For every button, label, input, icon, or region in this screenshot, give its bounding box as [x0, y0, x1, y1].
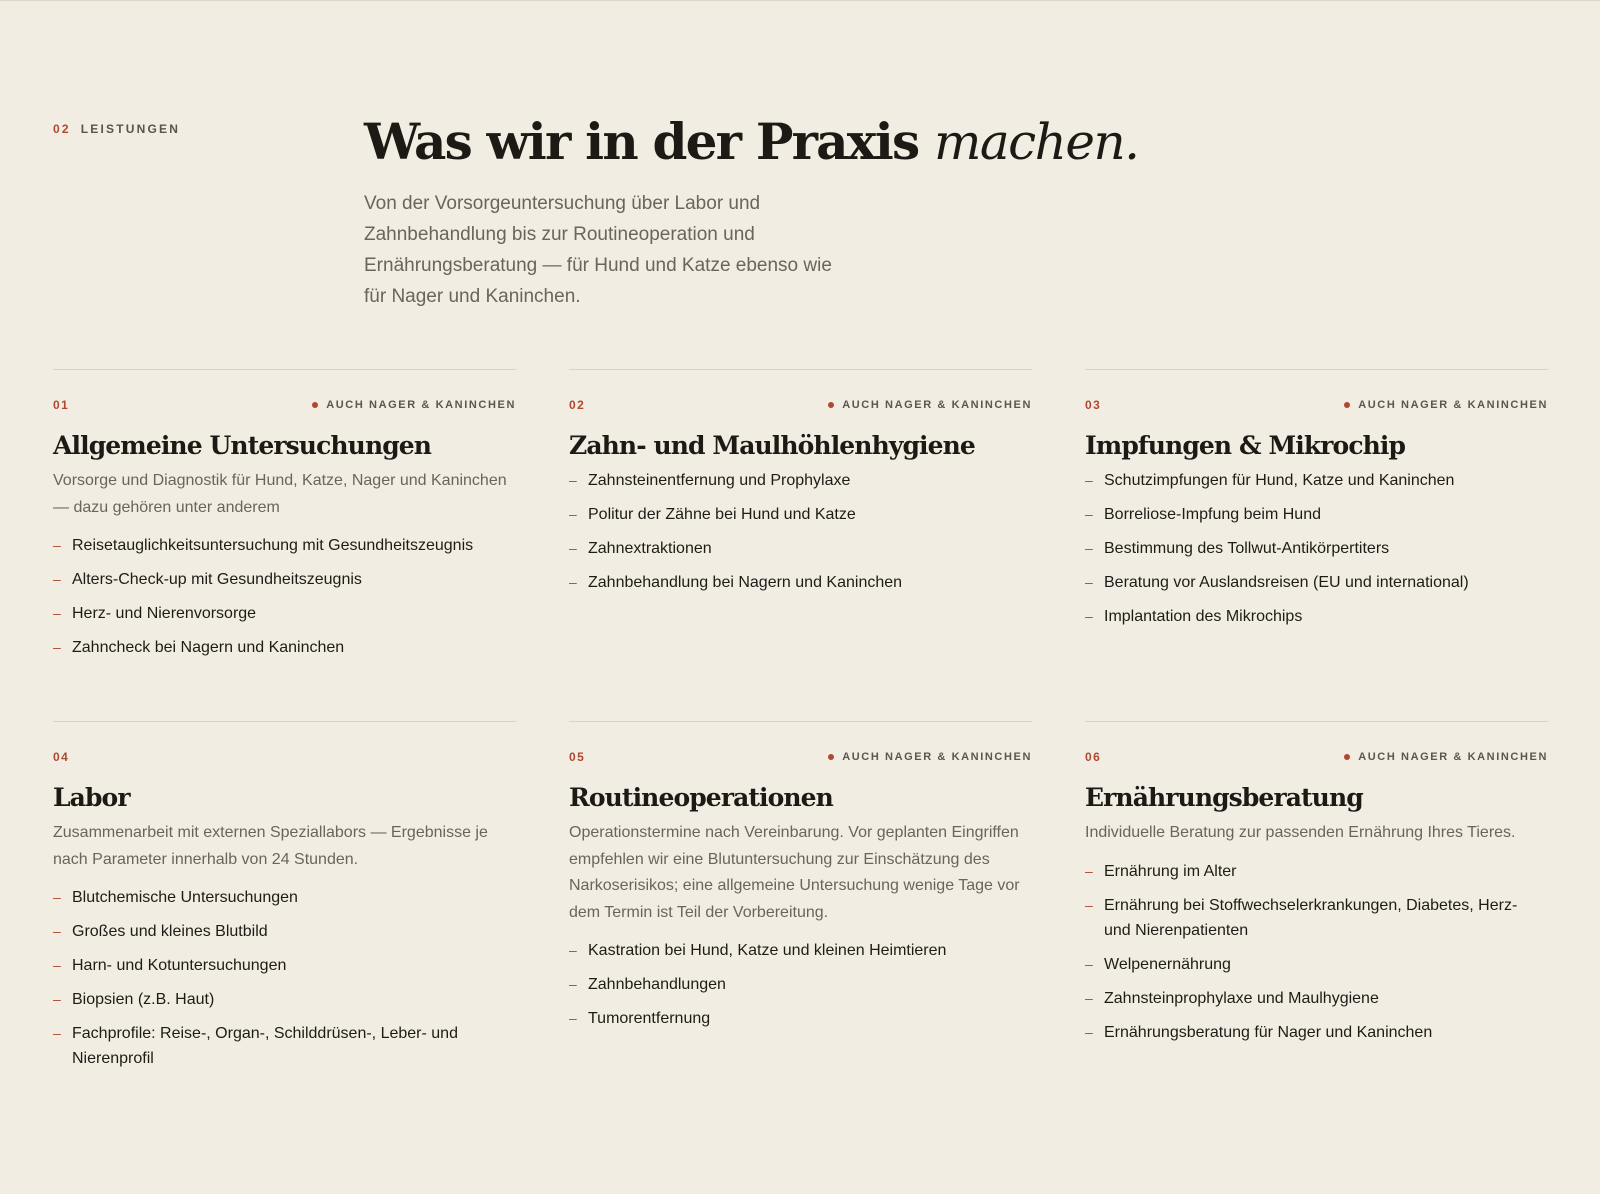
badge-dot-icon	[828, 402, 834, 408]
dash-bullet-icon: –	[569, 506, 577, 522]
card-description: Operationstermine nach Vereinbarung. Vor geplanten Eingriffen empfehlen wir eine Blutuntersuchung zur Einschätzung des Narkoserisikos; eine allgemeine Untersuchung wenige Tage vor dem Termin ist Teil der Vorbereitung.	[569, 824, 1020, 921]
list-item	[53, 601, 516, 626]
card-description: Individuelle Beratung zur passenden Ernährung Ihres Tieres.	[1085, 824, 1516, 841]
list-item	[569, 468, 1032, 493]
list-item	[1085, 604, 1548, 629]
card-title: Impfungen & Mikrochip	[1085, 431, 1406, 460]
dash-bullet-icon: –	[1085, 540, 1093, 556]
list-item	[1085, 986, 1548, 1011]
list-item	[569, 972, 1032, 997]
list-item	[53, 1021, 516, 1071]
card-list	[53, 885, 516, 1071]
list-item	[569, 938, 1032, 963]
badge-dot-icon	[1344, 402, 1350, 408]
card-header	[53, 750, 516, 764]
dash-bullet-icon: –	[1085, 1023, 1093, 1040]
card-title: Ernährungsberatung	[1085, 783, 1363, 812]
list-item-text: Biopsien (z.B. Haut)	[72, 991, 215, 1008]
card-description: Zusammenarbeit mit externen Speziallabors — Ergebnisse je nach Parameter innerhalb von 24 Stunden.	[53, 824, 488, 868]
list-item-text: Alters-Check-up mit Gesundheitszeugnis	[72, 571, 362, 588]
list-item	[53, 987, 516, 1012]
dash-bullet-icon: –	[569, 540, 577, 556]
list-item-text: Zahnbehandlung bei Nagern und Kaninchen	[588, 574, 903, 591]
card-number: 01	[53, 398, 70, 412]
card-list	[569, 938, 1032, 1031]
service-card-02	[569, 369, 1032, 721]
list-item-text: Ernährung bei Stoffwechselerkrankungen, Diabetes, Herz- und Nierenpatienten	[1104, 896, 1518, 939]
list-item	[1085, 536, 1548, 561]
list-item-text: Ernährung im Alter	[1104, 862, 1237, 880]
badge-label: AUCH NAGER & KANINCHEN	[326, 399, 516, 411]
list-item-text: Zahnextraktionen	[588, 540, 712, 557]
list-item	[569, 1006, 1032, 1031]
species-badge	[1344, 751, 1548, 763]
card-number: 04	[53, 750, 70, 764]
list-item-text: Ernährungsberatung für Nager und Kaninchen	[1104, 1023, 1433, 1041]
list-item	[569, 502, 1032, 527]
dash-bullet-icon: –	[53, 991, 61, 1007]
dash-bullet-icon: –	[569, 942, 577, 958]
dash-bullet-icon: –	[569, 1010, 577, 1026]
list-item-text: Bestimmung des Tollwut-Antikörpertiters	[1104, 540, 1390, 557]
page-title-emphasis: machen.	[933, 113, 1139, 171]
card-title: Allgemeine Untersuchungen	[53, 431, 432, 460]
dash-bullet-icon: –	[569, 472, 577, 488]
species-badge	[828, 399, 1032, 411]
dash-bullet-icon: –	[53, 889, 61, 905]
card-title: Labor	[53, 783, 130, 812]
card-number: 05	[569, 750, 586, 764]
species-badge	[1344, 399, 1548, 411]
list-item	[569, 536, 1032, 561]
dash-bullet-icon: –	[53, 639, 61, 655]
intro-text: Von der Vorsorgeuntersuchung über Labor und Zahnbehandlung bis zur Routineoperation und Ernährungsberatung — für Hund und Katze ebenso wie für Nager und Kaninchen.	[364, 193, 832, 307]
list-item-text: Tumorentfernung	[588, 1010, 711, 1027]
dash-bullet-icon: –	[53, 571, 61, 587]
list-item-text: Harn- und Kotuntersuchungen	[72, 957, 287, 974]
list-item-text: Großes und kleines Blutbild	[72, 923, 268, 940]
card-number: 03	[1085, 398, 1102, 412]
dash-bullet-icon: –	[53, 537, 61, 553]
card-header	[1085, 398, 1548, 412]
list-item	[1085, 570, 1548, 595]
dash-bullet-icon: –	[569, 976, 577, 992]
list-item-text: Borreliose-Impfung beim Hund	[1104, 506, 1321, 523]
dash-bullet-icon: –	[53, 605, 61, 621]
species-badge	[312, 399, 516, 411]
list-item-text: Zahncheck bei Nagern und Kaninchen	[72, 639, 345, 656]
dash-bullet-icon: –	[1085, 862, 1093, 879]
list-item-text: Herz- und Nierenvorsorge	[72, 605, 257, 622]
list-item	[1085, 1020, 1548, 1045]
badge-dot-icon	[312, 402, 318, 408]
list-item-text: Implantation des Mikrochips	[1104, 608, 1303, 625]
dash-bullet-icon: –	[53, 957, 61, 973]
card-number: 06	[1085, 750, 1102, 764]
section-number: 02	[53, 122, 71, 136]
list-item-text: Politur der Zähne bei Hund und Katze	[588, 506, 856, 523]
dash-bullet-icon: –	[1085, 472, 1093, 488]
list-item	[1085, 859, 1548, 884]
card-header	[569, 398, 1032, 412]
card-description: Vorsorge und Diagnostik für Hund, Katze, Nager und Kaninchen — dazu gehören unter anderem	[53, 472, 507, 516]
species-badge	[828, 751, 1032, 763]
list-item	[53, 567, 516, 592]
list-item-text: Zahnsteinentfernung und Prophylaxe	[588, 472, 851, 489]
list-item-text: Beratung vor Auslandsreisen (EU und international)	[1104, 574, 1469, 591]
list-item	[569, 570, 1032, 595]
dash-bullet-icon: –	[1085, 955, 1093, 972]
list-item-text: Zahnsteinprophylaxe und Maulhygiene	[1104, 989, 1379, 1007]
list-item	[1085, 502, 1548, 527]
dash-bullet-icon: –	[1085, 506, 1093, 522]
list-item-text: Schutzimpfungen für Hund, Katze und Kaninchen	[1104, 472, 1455, 489]
service-card-05	[569, 721, 1032, 1073]
list-item	[1085, 468, 1548, 493]
list-item	[1085, 893, 1548, 943]
card-header	[569, 750, 1032, 764]
list-item-text: Welpenernährung	[1104, 955, 1231, 973]
card-title: Zahn- und Maulhöhlenhygiene	[569, 431, 975, 460]
service-card-03	[1085, 369, 1548, 721]
badge-dot-icon	[828, 754, 834, 760]
dash-bullet-icon: –	[53, 923, 61, 939]
page-title-main: Was wir in der Praxis	[364, 112, 919, 171]
list-item	[53, 953, 516, 978]
list-item	[53, 635, 516, 660]
top-divider	[0, 0, 1600, 1]
list-item	[53, 533, 516, 558]
card-header	[53, 398, 516, 412]
list-item-text: Blutchemische Untersuchungen	[72, 889, 298, 906]
card-header	[1085, 750, 1548, 764]
dash-bullet-icon: –	[569, 574, 577, 590]
service-card-01	[53, 369, 516, 721]
card-title: Routineoperationen	[569, 783, 833, 812]
services-grid	[53, 369, 1548, 1073]
section-eyebrow	[53, 122, 180, 136]
badge-label: AUCH NAGER & KANINCHEN	[1358, 751, 1548, 763]
dash-bullet-icon: –	[1085, 896, 1093, 913]
service-card-04	[53, 721, 516, 1073]
list-item	[1085, 952, 1548, 977]
badge-label: AUCH NAGER & KANINCHEN	[1358, 399, 1548, 411]
dash-bullet-icon: –	[1085, 608, 1093, 624]
service-card-06	[1085, 721, 1548, 1073]
section-label: LEISTUNGEN	[80, 122, 181, 136]
dash-bullet-icon: –	[1085, 989, 1093, 1006]
badge-label: AUCH NAGER & KANINCHEN	[842, 751, 1032, 763]
list-item	[53, 919, 516, 944]
list-item-text: Reisetauglichkeitsuntersuchung mit Gesundheitszeugnis	[72, 537, 474, 554]
list-item-text: Kastration bei Hund, Katze und kleinen Heimtieren	[588, 942, 947, 959]
card-list	[1085, 468, 1548, 629]
card-list	[1085, 859, 1548, 1045]
dash-bullet-icon: –	[53, 1025, 61, 1041]
card-number: 02	[569, 398, 586, 412]
page-title	[364, 108, 1139, 176]
list-item-text: Fachprofile: Reise-, Organ-, Schilddrüsen-, Leber- und Nierenprofil	[72, 1025, 458, 1067]
list-item-text: Zahnbehandlungen	[588, 976, 726, 993]
card-list	[569, 468, 1032, 595]
badge-label: AUCH NAGER & KANINCHEN	[842, 399, 1032, 411]
dash-bullet-icon: –	[1085, 574, 1093, 590]
card-list	[53, 533, 516, 660]
list-item	[53, 885, 516, 910]
badge-dot-icon	[1344, 754, 1350, 760]
